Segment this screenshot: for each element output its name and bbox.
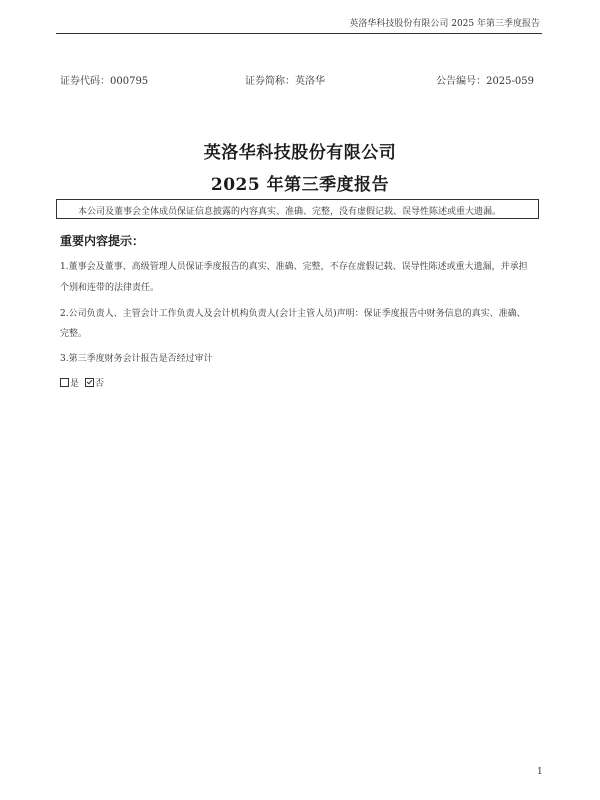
- item1-line2: 个别和连带的法律责任。: [60, 283, 160, 293]
- checkbox-no[interactable]: [85, 378, 94, 387]
- option-yes-label: 是: [70, 379, 80, 389]
- company-title: 英洛华科技股份有限公司: [203, 143, 397, 163]
- checkbox-yes[interactable]: [60, 378, 69, 387]
- important-heading: 重要内容提示：: [60, 234, 145, 248]
- stock-code: 证券代码：000795: [60, 76, 149, 87]
- item2-line1: 2.公司负责人、主管会计工作负责人及会计机构负责人(会计主管人员)声明：保证季度报告中财务信息的真实、准确、: [60, 309, 526, 319]
- notice-box: [56, 199, 539, 219]
- page-number: 1: [537, 767, 543, 777]
- item2-line2: 完整。: [60, 329, 88, 339]
- report-title: 2025 年第三季度报告: [210, 175, 390, 195]
- option-no-label: 否: [95, 379, 105, 389]
- announcement-number: 公告编号：2025-059: [436, 76, 534, 87]
- stock-abbreviation: 证券简称：英洛华: [245, 76, 325, 87]
- audit-options: [60, 376, 104, 389]
- item1-line1: 1.董事会及董事、高级管理人员保证季度报告的真实、准确、完整，不存在虚假记载、误导性陈述或重大遗漏，并承担: [60, 262, 528, 272]
- running-header: 英洛华科技股份有限公司 2025 年第三季度报告: [349, 19, 540, 29]
- item3-question: 3.第三季度财务会计报告是否经过审计: [60, 354, 213, 364]
- header-rule: [56, 33, 542, 34]
- notice-text: 本公司及董事会全体成员保证信息披露的内容真实、准确、完整，没有虚假记载、误导性陈述或重大遗漏。: [78, 207, 502, 217]
